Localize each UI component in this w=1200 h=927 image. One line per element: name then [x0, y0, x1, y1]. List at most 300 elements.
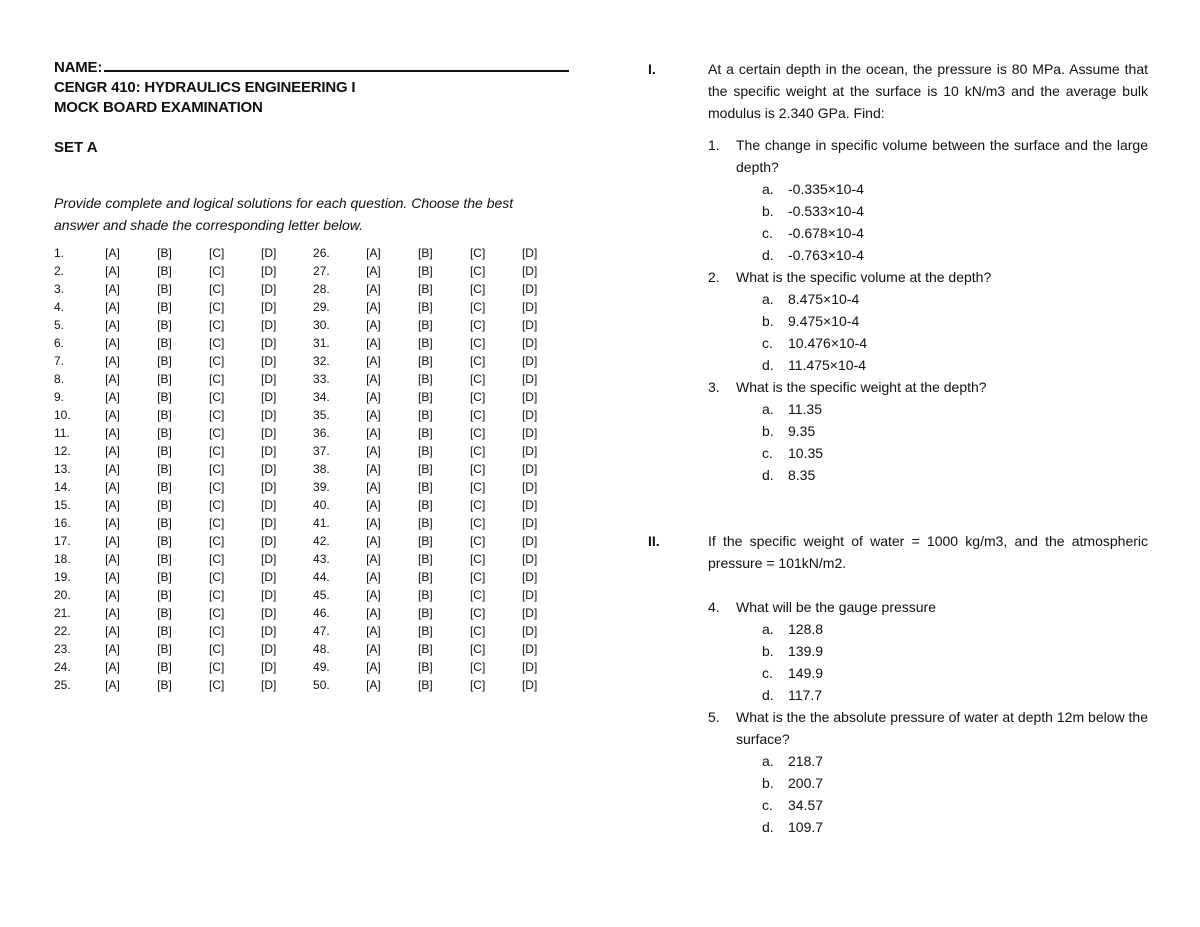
- choice-item: [762, 178, 1148, 200]
- answer-option-b[interactable]: [B]: [157, 588, 172, 602]
- answer-option-c[interactable]: [C]: [469, 480, 486, 494]
- answer-option-d[interactable]: [D]: [261, 372, 277, 386]
- answer-option-a[interactable]: [A]: [366, 606, 381, 620]
- answer-option-c[interactable]: [C]: [209, 318, 225, 332]
- answer-option-a[interactable]: [A]: [366, 516, 381, 530]
- question-number: 34.: [313, 390, 330, 404]
- answer-option-d[interactable]: [D]: [261, 246, 277, 260]
- answer-option-d[interactable]: [D]: [261, 570, 277, 584]
- choice-value: 11.35: [788, 401, 822, 417]
- answer-option-b[interactable]: [B]: [418, 624, 433, 638]
- answer-row: [54, 658, 574, 676]
- course-title: CENGR 410: HYDRAULICS ENGINEERING I: [54, 79, 356, 96]
- choice-item: [762, 662, 1148, 684]
- answer-option-a[interactable]: [A]: [105, 462, 120, 476]
- question-number: 30.: [313, 318, 330, 332]
- choice-item: [762, 684, 1148, 706]
- answer-option-a[interactable]: [A]: [105, 516, 120, 530]
- question-number: 8.: [54, 372, 65, 386]
- answer-option-d[interactable]: [D]: [521, 264, 538, 278]
- answer-option-d[interactable]: [D]: [261, 300, 277, 314]
- answer-option-c[interactable]: [C]: [209, 624, 225, 638]
- answer-option-c[interactable]: [C]: [469, 624, 486, 638]
- choice-letter: a.: [762, 401, 774, 417]
- answer-option-c[interactable]: [C]: [209, 660, 225, 674]
- answer-option-d[interactable]: [D]: [521, 678, 538, 692]
- answer-option-c[interactable]: [C]: [469, 336, 486, 350]
- answer-option-d[interactable]: [D]: [521, 372, 538, 386]
- choice-value: 9.35: [788, 423, 816, 439]
- answer-option-a[interactable]: [A]: [105, 354, 120, 368]
- answer-option-c[interactable]: [C]: [209, 498, 225, 512]
- answer-option-b[interactable]: [B]: [418, 408, 433, 422]
- answer-option-d[interactable]: [D]: [521, 498, 538, 512]
- answer-option-b[interactable]: [B]: [418, 390, 433, 404]
- answer-option-a[interactable]: [A]: [105, 570, 120, 584]
- answer-row: [54, 352, 574, 370]
- question-number: 13.: [54, 462, 71, 476]
- answer-option-d[interactable]: [D]: [261, 354, 277, 368]
- answer-option-b[interactable]: [B]: [157, 354, 172, 368]
- choice-item: [762, 772, 1148, 794]
- answer-option-b[interactable]: [B]: [157, 390, 172, 404]
- answer-option-d[interactable]: [D]: [521, 408, 538, 422]
- question-number: 45.: [313, 588, 330, 602]
- answer-option-b[interactable]: [B]: [157, 462, 172, 476]
- answer-option-c[interactable]: [C]: [209, 300, 225, 314]
- answer-option-b[interactable]: [B]: [157, 498, 172, 512]
- answer-option-d[interactable]: [D]: [521, 606, 538, 620]
- answer-option-c[interactable]: [C]: [209, 336, 225, 350]
- answer-option-c[interactable]: [C]: [469, 534, 486, 548]
- answer-option-c[interactable]: [C]: [209, 282, 225, 296]
- answer-option-a[interactable]: [A]: [366, 480, 381, 494]
- answer-option-a[interactable]: [A]: [105, 678, 120, 692]
- answer-option-d[interactable]: [D]: [521, 354, 538, 368]
- choice-value: 8.35: [788, 467, 816, 483]
- choice-letter: d.: [762, 819, 774, 835]
- answer-option-d[interactable]: [D]: [261, 588, 277, 602]
- answer-option-a[interactable]: [A]: [105, 426, 120, 440]
- choice-item: [762, 442, 1148, 464]
- answer-option-b[interactable]: [B]: [418, 372, 433, 386]
- answer-option-a[interactable]: [A]: [366, 426, 381, 440]
- answer-option-c[interactable]: [C]: [469, 588, 486, 602]
- question-number: 14.: [54, 480, 71, 494]
- answer-option-b[interactable]: [B]: [418, 534, 433, 548]
- answer-option-b[interactable]: [B]: [418, 300, 433, 314]
- answer-option-d[interactable]: [D]: [521, 246, 538, 260]
- choice-item: [762, 222, 1148, 244]
- choice-item: [762, 750, 1148, 772]
- answer-option-d[interactable]: [D]: [521, 336, 538, 350]
- question-number: 26.: [313, 246, 330, 260]
- answer-option-c[interactable]: [C]: [469, 444, 486, 458]
- question-number: 38.: [313, 462, 330, 476]
- answer-row: [54, 424, 574, 442]
- answer-option-c[interactable]: [C]: [469, 318, 486, 332]
- answer-option-c[interactable]: [C]: [209, 570, 225, 584]
- answer-option-c[interactable]: [C]: [469, 246, 486, 260]
- answer-option-a[interactable]: [A]: [366, 246, 381, 260]
- answer-option-d[interactable]: [D]: [261, 408, 277, 422]
- answer-row: [54, 622, 574, 640]
- question-number: 46.: [313, 606, 330, 620]
- answer-option-b[interactable]: [B]: [418, 660, 433, 674]
- question-number: 44.: [313, 570, 330, 584]
- answer-option-a[interactable]: [A]: [366, 264, 381, 278]
- choice-value: 218.7: [788, 753, 824, 769]
- answer-option-d[interactable]: [D]: [261, 318, 277, 332]
- answer-option-c[interactable]: [C]: [469, 606, 486, 620]
- answer-option-d[interactable]: [D]: [521, 588, 538, 602]
- answer-option-b[interactable]: [B]: [418, 552, 433, 566]
- answer-option-b[interactable]: [B]: [157, 570, 172, 584]
- answer-option-a[interactable]: [A]: [105, 552, 120, 566]
- choice-item: [762, 288, 1148, 310]
- answer-option-a[interactable]: [A]: [105, 264, 120, 278]
- answer-option-a[interactable]: [A]: [366, 282, 381, 296]
- question-number: 1.: [54, 246, 65, 260]
- answer-option-a[interactable]: [A]: [366, 318, 381, 332]
- answer-option-d[interactable]: [D]: [261, 390, 277, 404]
- answer-option-b[interactable]: [B]: [157, 408, 172, 422]
- answer-option-d[interactable]: [D]: [521, 516, 538, 530]
- choice-letter: d.: [762, 357, 774, 373]
- answer-row: [54, 298, 574, 316]
- answer-option-d[interactable]: [D]: [261, 426, 277, 440]
- answer-option-b[interactable]: [B]: [418, 282, 433, 296]
- answer-option-c[interactable]: [C]: [209, 354, 225, 368]
- answer-option-d[interactable]: [D]: [261, 336, 277, 350]
- answer-option-a[interactable]: [A]: [105, 660, 120, 674]
- answer-option-a[interactable]: [A]: [105, 642, 120, 656]
- answer-option-d[interactable]: [D]: [261, 624, 277, 638]
- answer-option-c[interactable]: [C]: [209, 534, 225, 548]
- choice-letter: b.: [762, 423, 774, 439]
- answer-option-c[interactable]: [C]: [469, 408, 486, 422]
- answer-option-a[interactable]: [A]: [366, 408, 381, 422]
- answer-option-b[interactable]: [B]: [418, 642, 433, 656]
- answer-option-a[interactable]: [A]: [366, 372, 381, 386]
- answer-row: [54, 406, 574, 424]
- answer-option-a[interactable]: [A]: [105, 408, 120, 422]
- choice-letter: b.: [762, 775, 774, 791]
- answer-option-d[interactable]: [D]: [261, 480, 277, 494]
- answer-option-a[interactable]: [A]: [105, 480, 120, 494]
- answer-option-d[interactable]: [D]: [521, 300, 538, 314]
- answer-sheet-column: [54, 58, 574, 694]
- answer-option-a[interactable]: [A]: [366, 570, 381, 584]
- choice-item: [762, 200, 1148, 222]
- answer-option-b[interactable]: [B]: [157, 516, 172, 530]
- answer-option-b[interactable]: [B]: [418, 678, 433, 692]
- choice-letter: c.: [762, 335, 773, 351]
- answer-option-c[interactable]: [C]: [209, 390, 225, 404]
- answer-option-b[interactable]: [B]: [157, 282, 172, 296]
- answer-option-b[interactable]: [B]: [418, 480, 433, 494]
- answer-option-b[interactable]: [B]: [418, 498, 433, 512]
- answer-option-c[interactable]: [C]: [209, 678, 225, 692]
- answer-option-d[interactable]: [D]: [261, 678, 277, 692]
- answer-option-a[interactable]: [A]: [105, 372, 120, 386]
- choice-value: 128.8: [788, 621, 824, 637]
- answer-option-d[interactable]: [D]: [521, 318, 538, 332]
- answer-option-d[interactable]: [D]: [521, 426, 538, 440]
- name-label: NAME:: [54, 59, 103, 76]
- answer-option-b[interactable]: [B]: [157, 642, 172, 656]
- name-blank[interactable]: [104, 58, 569, 72]
- question-item: [708, 706, 1148, 750]
- answer-option-a[interactable]: [A]: [105, 336, 120, 350]
- choice-letter: c.: [762, 797, 773, 813]
- answer-option-a[interactable]: [A]: [105, 282, 120, 296]
- answer-option-d[interactable]: [D]: [261, 462, 277, 476]
- answer-option-b[interactable]: [B]: [418, 516, 433, 530]
- answer-option-c[interactable]: [C]: [469, 372, 486, 386]
- answer-option-b[interactable]: [B]: [157, 552, 172, 566]
- answer-option-d[interactable]: [D]: [521, 660, 538, 674]
- answer-option-b[interactable]: [B]: [157, 300, 172, 314]
- answer-option-b[interactable]: [B]: [418, 444, 433, 458]
- answer-option-a[interactable]: [A]: [105, 624, 120, 638]
- choice-list: [762, 288, 1148, 376]
- answer-option-d[interactable]: [D]: [521, 444, 538, 458]
- question-number: 39.: [313, 480, 330, 494]
- question-number: 3.: [708, 379, 720, 395]
- choice-value: 9.475×10-4: [788, 313, 860, 329]
- answer-option-c[interactable]: [C]: [469, 354, 486, 368]
- answer-option-b[interactable]: [B]: [418, 606, 433, 620]
- answer-option-a[interactable]: [A]: [105, 318, 120, 332]
- choice-value: -0.678×10-4: [788, 225, 864, 241]
- choice-item: [762, 244, 1148, 266]
- question-number: 43.: [313, 552, 330, 566]
- question-number: 20.: [54, 588, 71, 602]
- choice-item: [762, 332, 1148, 354]
- choice-letter: d.: [762, 687, 774, 703]
- choice-value: 10.476×10-4: [788, 335, 868, 351]
- answer-option-c[interactable]: [C]: [469, 498, 486, 512]
- answer-option-d[interactable]: [D]: [261, 642, 277, 656]
- answer-row: [54, 280, 574, 298]
- answer-option-b[interactable]: [B]: [418, 318, 433, 332]
- answer-option-d[interactable]: [D]: [261, 552, 277, 566]
- answer-option-d[interactable]: [D]: [521, 624, 538, 638]
- answer-option-c[interactable]: [C]: [209, 516, 225, 530]
- answer-option-a[interactable]: [A]: [366, 678, 381, 692]
- section-2: [648, 530, 1148, 574]
- choice-item: [762, 354, 1148, 376]
- answer-option-a[interactable]: [A]: [366, 444, 381, 458]
- answer-option-b[interactable]: [B]: [157, 606, 172, 620]
- answer-option-d[interactable]: [D]: [521, 282, 538, 296]
- choice-value: 117.7: [788, 687, 822, 703]
- answer-option-c[interactable]: [C]: [469, 426, 486, 440]
- section-1: [648, 58, 1148, 124]
- answer-option-d[interactable]: [D]: [261, 282, 277, 296]
- answer-option-b[interactable]: [B]: [157, 480, 172, 494]
- section-1-problem: At a certain depth in the ocean, the pressure is 80 MPa. Assume that the specific weight at the surface is 10 kN/m3 and the average bulk modulus is 2.340 GPa. Find:: [708, 61, 1148, 121]
- answer-option-b[interactable]: [B]: [418, 462, 433, 476]
- question-number: 28.: [313, 282, 330, 296]
- answer-option-c[interactable]: [C]: [469, 462, 486, 476]
- answer-option-c[interactable]: [C]: [209, 462, 225, 476]
- question-number: 47.: [313, 624, 330, 638]
- answer-option-a[interactable]: [A]: [366, 354, 381, 368]
- answer-option-a[interactable]: [A]: [105, 390, 120, 404]
- question-number: 36.: [313, 426, 330, 440]
- answer-option-d[interactable]: [D]: [521, 462, 538, 476]
- answer-option-c[interactable]: [C]: [469, 570, 486, 584]
- answer-option-c[interactable]: [C]: [469, 264, 486, 278]
- question-number: 5.: [54, 318, 65, 332]
- answer-option-c[interactable]: [C]: [209, 372, 225, 386]
- answer-option-d[interactable]: [D]: [261, 660, 277, 674]
- answer-option-b[interactable]: [B]: [418, 354, 433, 368]
- answer-option-c[interactable]: [C]: [209, 426, 225, 440]
- answer-option-c[interactable]: [C]: [469, 516, 486, 530]
- choice-letter: a.: [762, 181, 774, 197]
- answer-option-c[interactable]: [C]: [469, 282, 486, 296]
- question-number: 16.: [54, 516, 71, 530]
- answer-option-a[interactable]: [A]: [366, 660, 381, 674]
- question-number: 24.: [54, 660, 71, 674]
- question-text: What is the the absolute pressure of water at depth 12m below the surface?: [736, 709, 1148, 747]
- question-number: 37.: [313, 444, 330, 458]
- answer-option-b[interactable]: [B]: [418, 246, 433, 260]
- answer-option-b[interactable]: [B]: [157, 264, 172, 278]
- answer-option-c[interactable]: [C]: [209, 444, 225, 458]
- answer-option-a[interactable]: [A]: [105, 606, 120, 620]
- answer-option-b[interactable]: [B]: [157, 426, 172, 440]
- answer-option-a[interactable]: [A]: [366, 624, 381, 638]
- question-number: 10.: [54, 408, 71, 422]
- question-number: 2.: [54, 264, 65, 278]
- question-number: 22.: [54, 624, 71, 638]
- choice-letter: c.: [762, 665, 773, 681]
- answer-option-c[interactable]: [C]: [209, 408, 225, 422]
- answer-row: [54, 676, 574, 694]
- answer-option-b[interactable]: [B]: [157, 444, 172, 458]
- answer-option-b[interactable]: [B]: [418, 336, 433, 350]
- answer-option-c[interactable]: [C]: [469, 660, 486, 674]
- answer-row: [54, 478, 574, 496]
- answer-option-d[interactable]: [D]: [261, 264, 277, 278]
- answer-option-b[interactable]: [B]: [418, 264, 433, 278]
- answer-option-a[interactable]: [A]: [366, 534, 381, 548]
- answer-option-d[interactable]: [D]: [521, 534, 538, 548]
- question-number: 11.: [54, 426, 70, 440]
- answer-option-b[interactable]: [B]: [418, 426, 433, 440]
- answer-option-d[interactable]: [D]: [261, 498, 277, 512]
- question-number: 21.: [54, 606, 71, 620]
- answer-option-d[interactable]: [D]: [521, 570, 538, 584]
- question-number: 50.: [313, 678, 330, 692]
- answer-option-a[interactable]: [A]: [105, 498, 120, 512]
- question-number: 19.: [54, 570, 71, 584]
- choice-value: 200.7: [788, 775, 824, 791]
- question-number: 27.: [313, 264, 330, 278]
- answer-option-c[interactable]: [C]: [209, 642, 225, 656]
- answer-option-c[interactable]: [C]: [209, 264, 225, 278]
- answer-row: [54, 388, 574, 406]
- answer-option-a[interactable]: [A]: [366, 552, 381, 566]
- answer-option-c[interactable]: [C]: [209, 480, 225, 494]
- answer-option-d[interactable]: [D]: [261, 606, 277, 620]
- choice-list: [762, 750, 1148, 838]
- answer-option-c[interactable]: [C]: [469, 552, 486, 566]
- choice-value: 11.475×10-4: [788, 357, 866, 373]
- choice-value: 109.7: [788, 819, 824, 835]
- answer-option-b[interactable]: [B]: [157, 318, 172, 332]
- answer-option-d[interactable]: [D]: [261, 534, 277, 548]
- answer-option-c[interactable]: [C]: [469, 300, 486, 314]
- question-text: The change in specific volume between the surface and the large depth?: [736, 137, 1148, 175]
- question-number: 12.: [54, 444, 71, 458]
- choice-item: [762, 464, 1148, 486]
- answer-option-a[interactable]: [A]: [105, 246, 120, 260]
- answer-option-b[interactable]: [B]: [157, 534, 172, 548]
- answer-option-d[interactable]: [D]: [261, 444, 277, 458]
- name-line-row: [54, 58, 574, 78]
- answer-option-a[interactable]: [A]: [366, 300, 381, 314]
- answer-option-b[interactable]: [B]: [157, 336, 172, 350]
- answer-option-d[interactable]: [D]: [521, 642, 538, 656]
- answer-option-c[interactable]: [C]: [209, 246, 225, 260]
- choice-list: [762, 398, 1148, 486]
- answer-option-b[interactable]: [B]: [157, 372, 172, 386]
- choice-list: [762, 178, 1148, 266]
- question-number: 31.: [313, 336, 330, 350]
- answer-option-d[interactable]: [D]: [261, 516, 277, 530]
- answer-option-c[interactable]: [C]: [469, 390, 486, 404]
- question-item: [708, 376, 1148, 398]
- answer-option-a[interactable]: [A]: [105, 588, 120, 602]
- answer-option-d[interactable]: [D]: [521, 552, 538, 566]
- answer-option-a[interactable]: [A]: [366, 390, 381, 404]
- choice-letter: b.: [762, 313, 774, 329]
- answer-option-a[interactable]: [A]: [105, 444, 120, 458]
- answer-option-b[interactable]: [B]: [157, 246, 172, 260]
- answer-option-a[interactable]: [A]: [366, 498, 381, 512]
- choice-letter: a.: [762, 621, 774, 637]
- answer-row: [54, 496, 574, 514]
- answer-option-a[interactable]: [A]: [105, 534, 120, 548]
- answer-option-b[interactable]: [B]: [157, 678, 172, 692]
- answer-option-d[interactable]: [D]: [521, 390, 538, 404]
- answer-option-b[interactable]: [B]: [418, 588, 433, 602]
- answer-row: [54, 370, 574, 388]
- answer-option-c[interactable]: [C]: [469, 678, 486, 692]
- answer-option-a[interactable]: [A]: [366, 588, 381, 602]
- answer-option-d[interactable]: [D]: [521, 480, 538, 494]
- answer-option-b[interactable]: [B]: [157, 624, 172, 638]
- answer-option-c[interactable]: [C]: [209, 606, 225, 620]
- answer-option-a[interactable]: [A]: [105, 300, 120, 314]
- questions-column: [648, 58, 1148, 838]
- answer-option-a[interactable]: [A]: [366, 462, 381, 476]
- answer-row: [54, 604, 574, 622]
- answer-option-c[interactable]: [C]: [469, 642, 486, 656]
- answer-option-b[interactable]: [B]: [157, 660, 172, 674]
- answer-option-b[interactable]: [B]: [418, 570, 433, 584]
- answer-row: [54, 442, 574, 460]
- answer-option-a[interactable]: [A]: [366, 336, 381, 350]
- answer-option-a[interactable]: [A]: [366, 642, 381, 656]
- answer-option-c[interactable]: [C]: [209, 588, 225, 602]
- answer-option-c[interactable]: [C]: [209, 552, 225, 566]
